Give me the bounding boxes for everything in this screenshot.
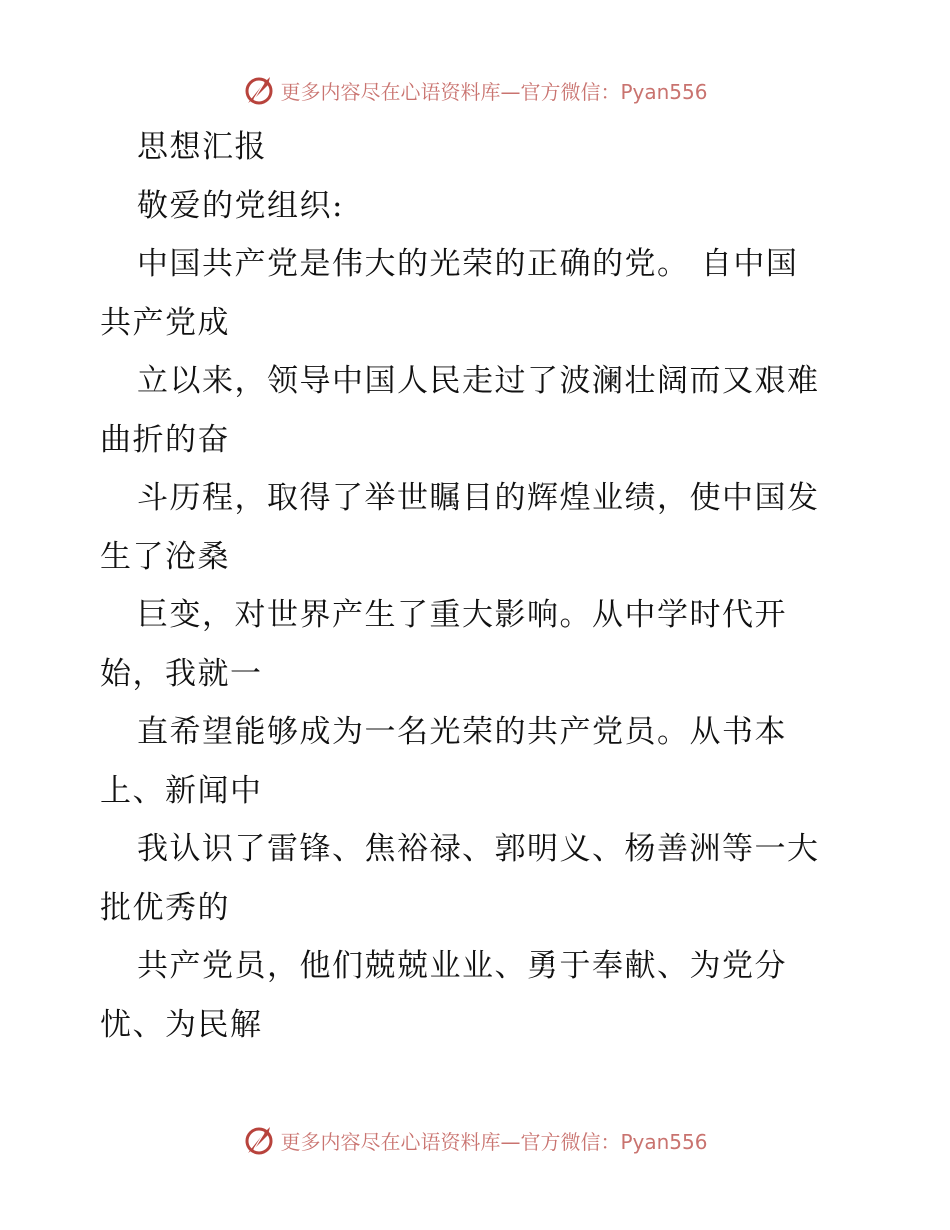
doc-line: 我认识了雷锋、焦裕禄、郭明义、杨善洲等一大 (137, 831, 820, 867)
doc-line: 斗历程，取得了举世瞩目的辉煌业绩，使中国发 (137, 480, 820, 516)
quill-pen-circle-logo-icon (242, 73, 276, 107)
header-watermark-text: 更多内容尽在心语资料库—官方微信：Pyan556 (280, 79, 708, 104)
doc-line: 忧、为民解 (100, 1006, 263, 1043)
doc-line: 敬爱的党组织: (137, 187, 344, 224)
doc-line: 共产党成 (100, 304, 230, 341)
doc-line: 曲折的奋 (100, 421, 230, 458)
doc-line: 巨变，对世界产生了重大影响。从中学时代开 (137, 597, 787, 633)
document-body (100, 118, 860, 1054)
doc-line: 直希望能够成为一名光荣的共产党员。从书本 (137, 714, 787, 750)
footer-watermark-text: 更多内容尽在心语资料库—官方微信：Pyan556 (280, 1129, 708, 1154)
doc-line: 思想汇报 (137, 129, 267, 165)
doc-line: 共产党员，他们兢兢业业、勇于奉献、为党分 (137, 948, 787, 984)
doc-line: 上、新闻中 (100, 772, 263, 809)
footer-watermark (0, 1120, 950, 1160)
doc-line: 中国共产党是伟大的光荣的正确的党。 自中国 (137, 246, 799, 282)
header-watermark (0, 70, 950, 110)
quill-pen-circle-logo-icon (242, 1123, 276, 1157)
doc-line: 生了沧桑 (100, 538, 230, 575)
doc-line: 始，我就一 (100, 655, 263, 692)
doc-line: 立以来，领导中国人民走过了波澜壮阔而又艰难 (137, 363, 820, 399)
doc-line: 批优秀的 (100, 889, 230, 926)
